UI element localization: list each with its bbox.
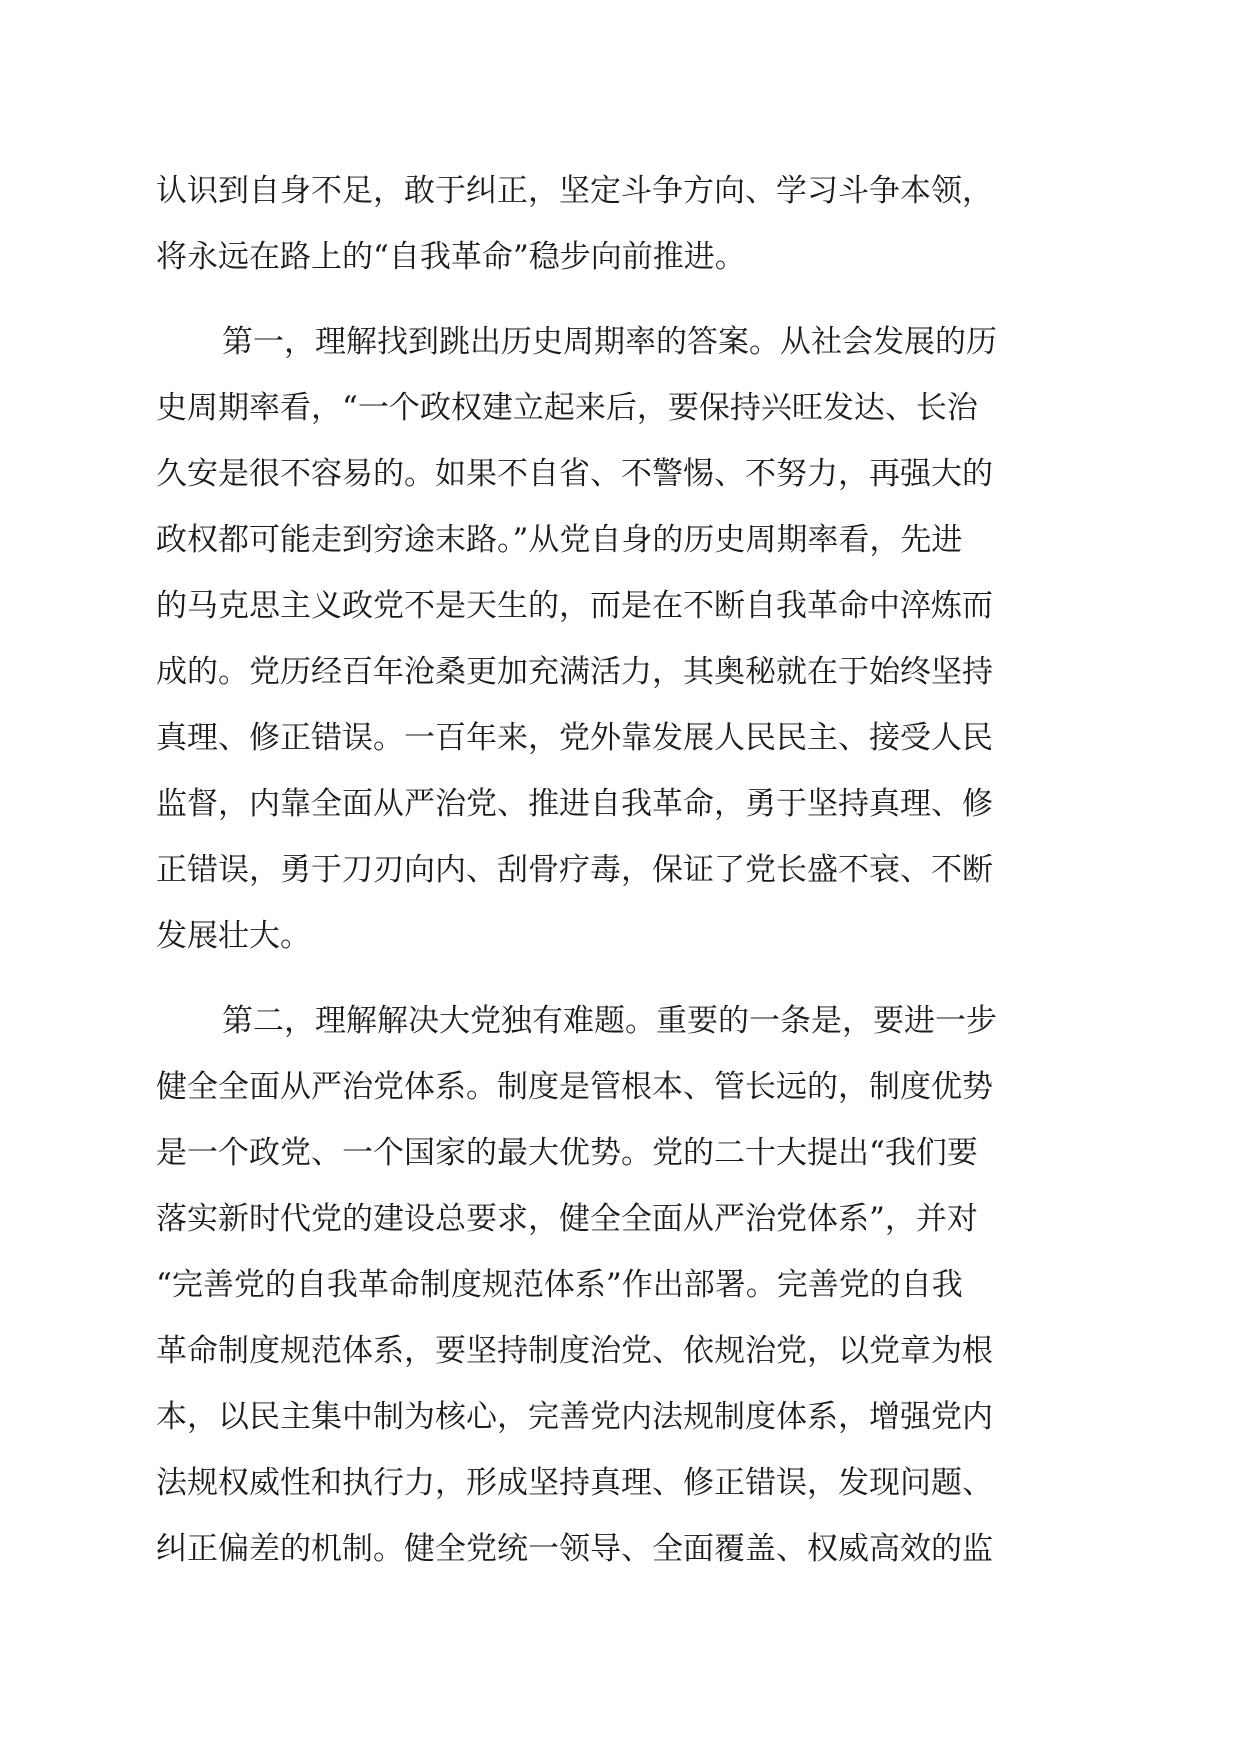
text-line: 发展壮大。: [156, 918, 311, 954]
text-line: 第一，理解找到跳出历史周期率的答案。从社会发展的历: [222, 324, 997, 360]
text-line: 革命制度规范体系，要坚持制度治党、依规治党，以党章为根: [156, 1333, 993, 1369]
text-line: 监督，内靠全面从严治党、推进自我革命，勇于坚持真理、修: [156, 786, 993, 822]
text-line: 本，以民主集中制为核心，完善党内法规制度体系，增强党内: [156, 1399, 993, 1435]
text-line: 正错误，勇于刀刃向内、刮骨疗毒，保证了党长盛不衰、不断: [156, 852, 993, 888]
text-line: 成的。党历经百年沧桑更加充满活力，其奥秘就在于始终坚持: [156, 654, 993, 690]
text-line: 久安是很不容易的。如果不自省、不警惕、不努力，再强大的: [156, 456, 993, 492]
text-line: 史周期率看，“一个政权建立起来后，要保持兴旺发达、长治: [156, 390, 978, 426]
text-line: 健全全面从严治党体系。制度是管根本、管长远的，制度优势: [156, 1069, 993, 1105]
text-line: 落实新时代党的建设总要求，健全全面从严治党体系”，并对: [156, 1201, 978, 1237]
text-line: 认识到自身不足，敢于纠正，坚定斗争方向、学习斗争本领，: [156, 173, 993, 209]
text-line: 是一个政党、一个国家的最大优势。党的二十大提出“我们要: [156, 1135, 978, 1171]
text-line: “完善党的自我革命制度规范体系”作出部署。完善党的自我: [156, 1267, 963, 1303]
text-line: 第二，理解解决大党独有难题。重要的一条是，要进一步: [222, 1003, 997, 1039]
text-line: 法规权威性和执行力，形成坚持真理、修正错误，发现问题、: [156, 1465, 993, 1501]
text-line: 纠正偏差的机制。健全党统一领导、全面覆盖、权威高效的监: [156, 1531, 993, 1567]
text-line: 将永远在路上的“自我革命”稳步向前推进。: [156, 239, 746, 275]
text-line: 政权都可能走到穷途末路。”从党自身的历史周期率看，先进: [156, 522, 963, 558]
text-line: 真理、修正错误。一百年来，党外靠发展人民民主、接受人民: [156, 720, 993, 756]
text-line: 的马克思主义政党不是天生的，而是在不断自我革命中淬炼而: [156, 588, 993, 624]
